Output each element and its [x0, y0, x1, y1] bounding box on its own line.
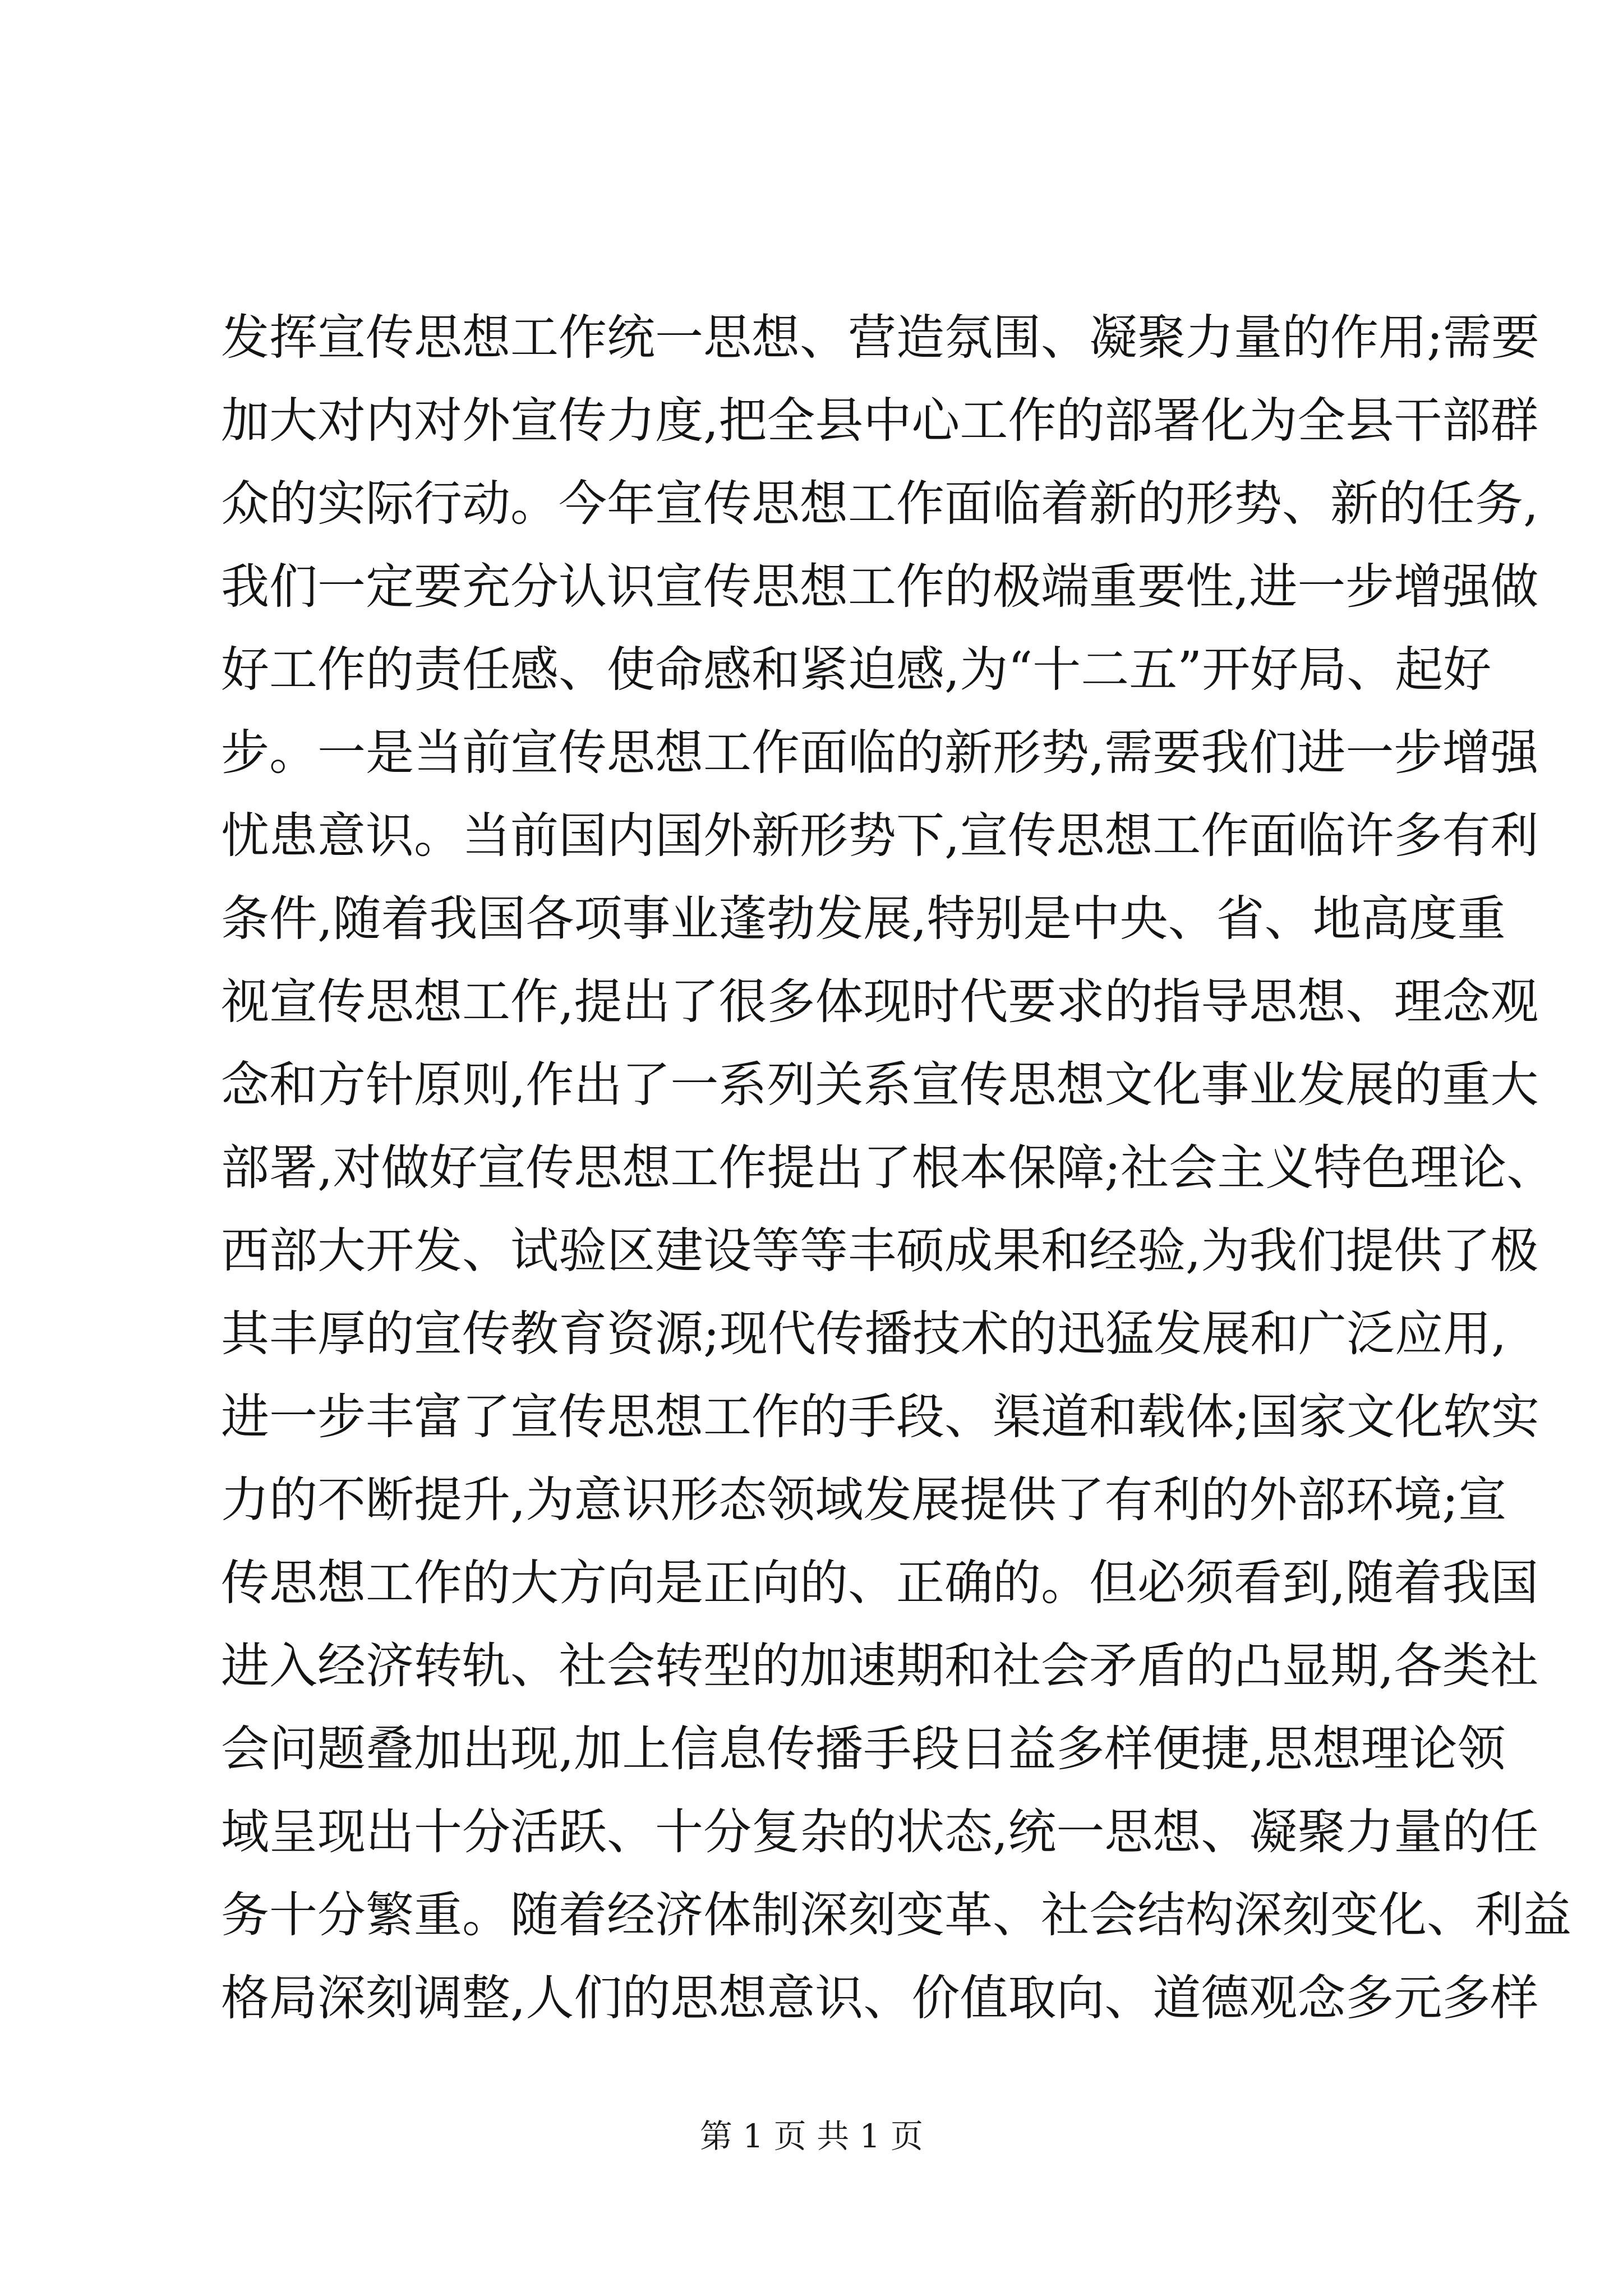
- text-line-12: 西部大开发、试验区建设等等丰硕成果和经验,为我们提供了极: [221, 1223, 1539, 1279]
- text-line-20: 务十分繁重。随着经济体制深刻变革、社会结构深刻变化、利益: [221, 1887, 1571, 1943]
- text-line-8: 条件,随着我国各项事业蓬勃发展,特别是中央、省、地高度重: [221, 891, 1506, 947]
- text-line-13: 其丰厚的宣传教育资源;现代传播技术的迅猛发展和广泛应用,: [221, 1306, 1507, 1362]
- text-line-17: 进入经济转轨、社会转型的加速期和社会矛盾的凸显期,各类社: [221, 1638, 1539, 1694]
- text-line-2: 加大对内对外宣传力度,把全县中心工作的部署化为全县干部群: [221, 393, 1539, 449]
- text-line-18: 会问题叠加出现,加上信息传播手段日益多样便捷,思想理论领: [221, 1721, 1506, 1777]
- text-line-14: 进一步丰富了宣传思想工作的手段、渠道和载体;国家文化软实: [221, 1389, 1539, 1445]
- text-line-4: 我们一定要充分认识宣传思想工作的极端重要性,进一步增强做: [221, 559, 1539, 615]
- page-footer: [0, 2114, 1623, 2159]
- text-line-6: 步。一是当前宣传思想工作面临的新形势,需要我们进一步增强: [221, 725, 1539, 781]
- text-line-16: 传思想工作的大方向是正向的、正确的。但必须看到,随着我国: [221, 1555, 1539, 1611]
- text-line-11: 部署,对做好宣传思想工作提出了根本保障;社会主义特色理论、: [221, 1140, 1555, 1196]
- body-paragraph: [221, 296, 1571, 2040]
- text-line-9: 视宣传思想工作,提出了很多体现时代要求的指导思想、理念观: [221, 974, 1539, 1030]
- text-line-10: 念和方针原则,作出了一系列关系宣传思想文化事业发展的重大: [221, 1057, 1539, 1113]
- text-line-15: 力的不断提升,为意识形态领域发展提供了有利的外部环境;宣: [221, 1472, 1507, 1528]
- text-line-5: 好工作的责任感、使命感和紧迫感,为“十二五”开好局、起好: [221, 642, 1492, 698]
- text-line-7: 忧患意识。当前国内国外新形势下,宣传思想工作面临许多有利: [221, 808, 1539, 864]
- text-line-3: 众的实际行动。今年宣传思想工作面临着新的形势、新的任务,: [221, 476, 1539, 532]
- page-number-label: 第 1 页 共 1 页: [700, 2117, 923, 2155]
- text-line-21: 格局深刻调整,人们的思想意识、价值取向、道德观念多元多样: [221, 1970, 1539, 2026]
- text-line-1: 发挥宣传思想工作统一思想、营造氛围、凝聚力量的作用;需要: [221, 310, 1539, 366]
- text-line-19: 域呈现出十分活跃、十分复杂的状态,统一思想、凝聚力量的任: [221, 1804, 1539, 1860]
